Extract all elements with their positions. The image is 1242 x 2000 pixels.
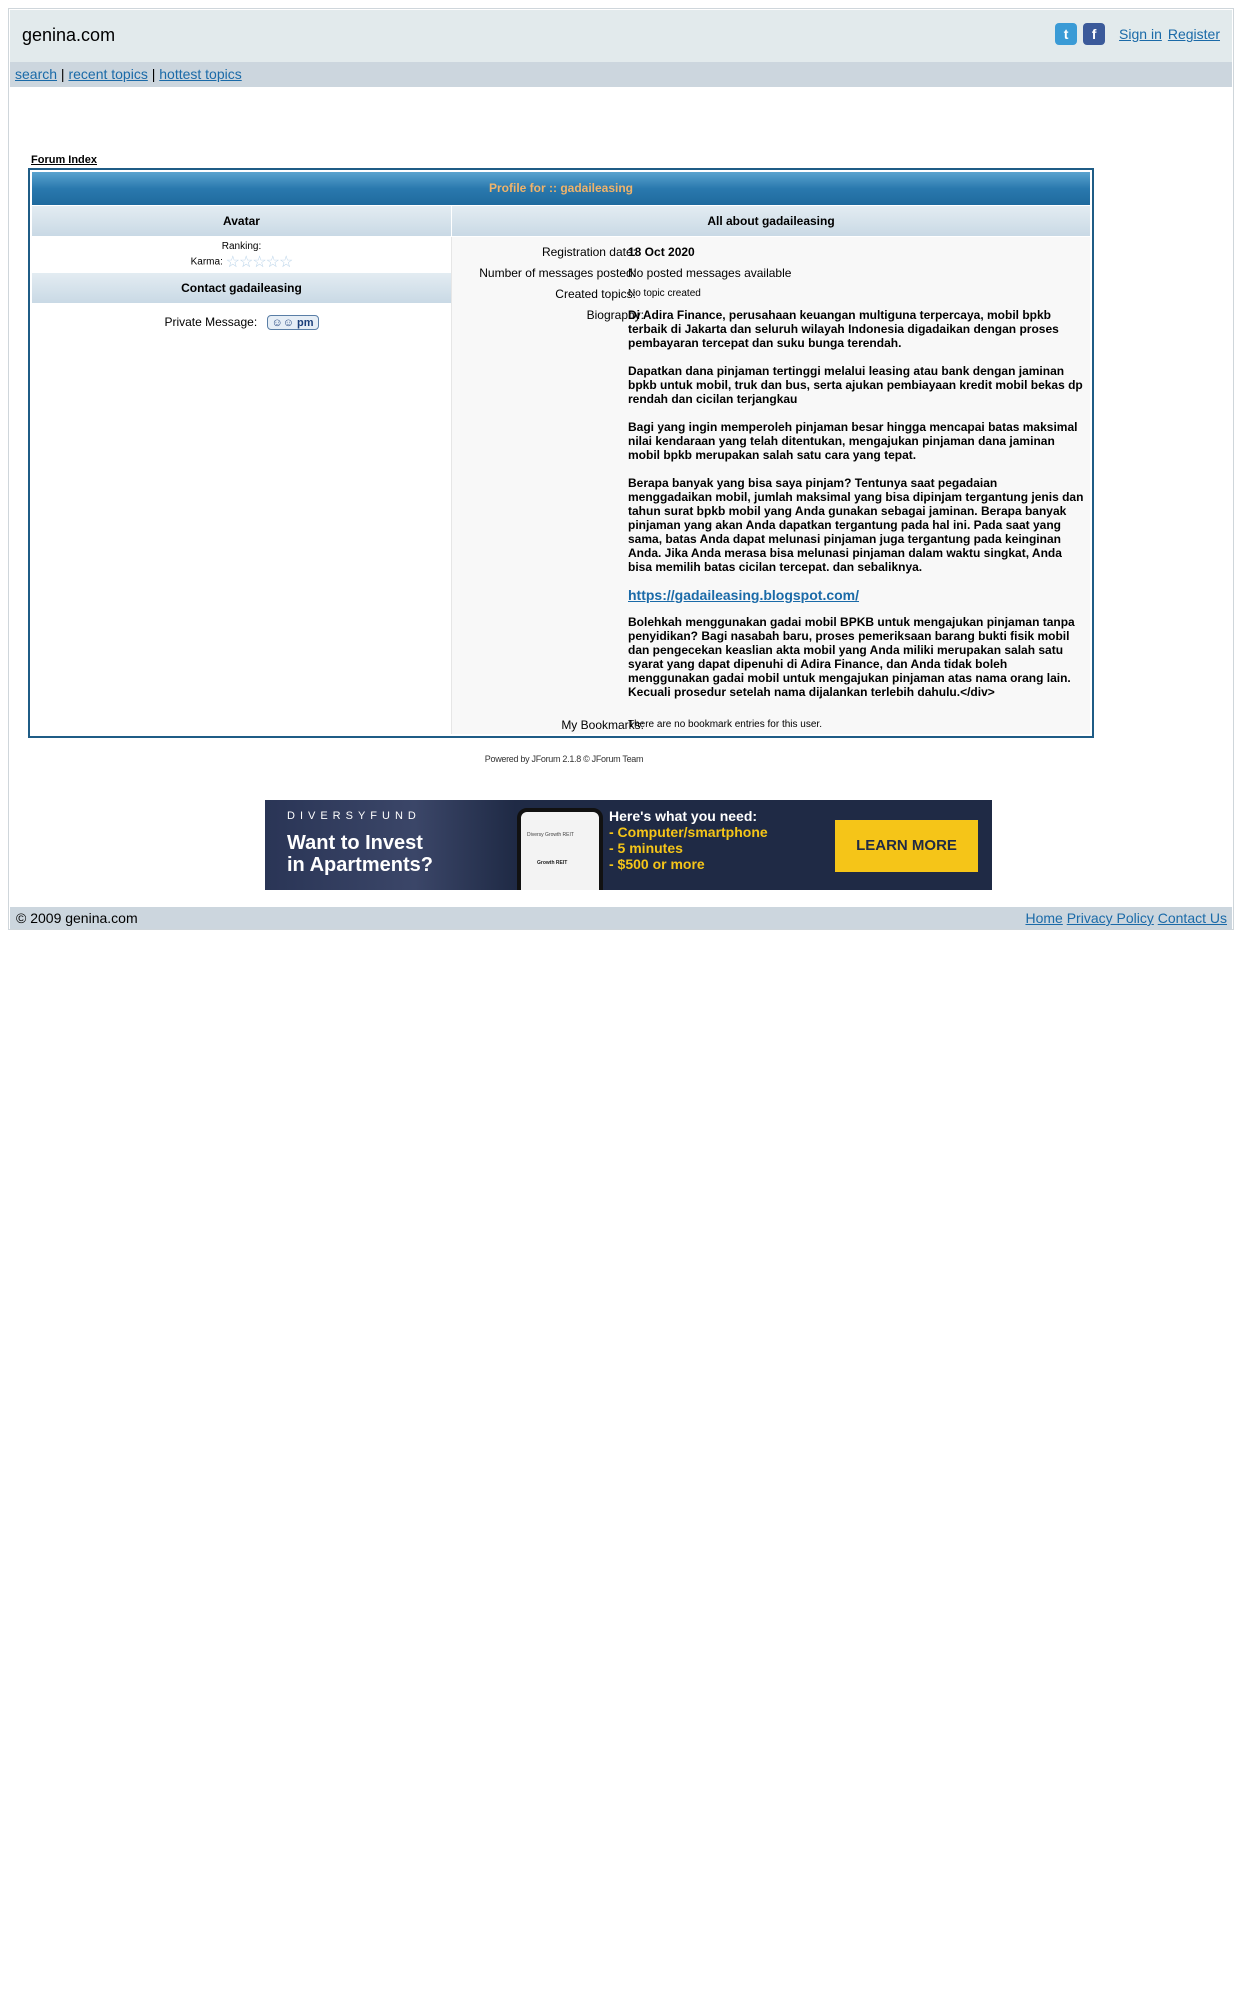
ad-need-title: Here's what you need: xyxy=(609,808,758,824)
nav-hottest-topics-link[interactable]: hottest topics xyxy=(159,66,242,82)
bio-paragraph: Bolehkah menggunakan gadai mobil BPKB untuk mengajukan pinjaman tanpa penyidikan? Bagi nasabah baru, proses pemeriksaan barang bukti fisik mobil dan pengecekan keaslian akta mobil yang Anda miliki merupakan salah satu syarat yang dapat dipenuhi di Adira Finance, dan Anda tidak boleh menggunakan gadai mobil untuk mengajukan pinjaman atas nama orang lain. Kecuali prosedur setelah nama dijalankan terlebih dahulu.</div> xyxy=(628,615,1075,699)
nav-recent-topics-link[interactable]: recent topics xyxy=(68,66,148,82)
nav-separator: | xyxy=(60,66,65,82)
sign-in-link[interactable]: Sign in xyxy=(1119,26,1162,42)
site-name: genina.com xyxy=(22,25,116,45)
header-actions xyxy=(1055,23,1220,45)
bookmarks-label: My Bookmarks: xyxy=(561,718,644,732)
ranking-label: Ranking: xyxy=(221,241,262,252)
karma-stars-icon[interactable]: ☆☆☆☆☆ xyxy=(225,254,293,271)
phone-text: Diversy Growth REIT xyxy=(527,832,574,838)
messages-label: Number of messages posted: xyxy=(479,266,636,280)
ad-headline-line: in Apartments? xyxy=(287,854,433,876)
site-footer xyxy=(10,907,1232,929)
copyright: © 2009 genina.com xyxy=(16,910,138,926)
footer-links xyxy=(1025,907,1227,929)
karma-row xyxy=(32,252,451,272)
contact-header: Contact gadaileasing xyxy=(32,273,451,303)
bio-paragraph: Bagi yang ingin memperoleh pinjaman besar hingga mencapai batas maksimal nilai kendaraan yang telah ditentukan, mengajukan pinjaman dana jaminan mobil bpkb merupakan salah satu cara yang tepat. xyxy=(628,420,1078,462)
ad-need-item: - Computer/smartphone xyxy=(609,824,768,840)
nav-search-link[interactable]: search xyxy=(15,66,58,82)
topics-label: Created topics: xyxy=(555,287,636,301)
bio-link[interactable]: https://gadaileasing.blogspot.com/ xyxy=(628,587,860,603)
bio-paragraph: Berapa banyak yang bisa saya pinjam? Tentunya saat pegadaian menggadaikan mobil, jumlah maksimal yang bisa dipinjam tergantung jenis dan tahun surat bpkb mobil yang Anda gunakan sebagai jaminan. Berapa banyak pinjaman yang akan Anda dapatkan tergantung pada hal ini. Pada saat yang sama, batas Anda dapat melunasi pinjaman juga tergantung pada keinginan Anda. Jika Anda merasa bisa melunasi pinjaman dalam waktu singkat, Anda bisa memilih batas cicilan tercepat. dan sebaliknya. xyxy=(628,476,1084,574)
biography-label: Biography: xyxy=(586,308,644,322)
topics-value: No topic created xyxy=(628,288,701,299)
avatar-column xyxy=(32,237,452,734)
about-header: All about gadaileasing xyxy=(452,206,1090,236)
ranking-row xyxy=(32,241,451,252)
ad-banner[interactable] xyxy=(265,800,992,890)
bookmarks-value: There are no bookmark entries for this user. xyxy=(628,719,822,730)
bio-paragraph: Dapatkan dana pinjaman tertinggi melalui leasing atau bank dengan jaminan bpkb untuk mobil, truk dan bus, serta ajukan pembiayaan kredit mobil bekas dp rendah dan cicilan terjangkau xyxy=(628,364,1083,406)
footer-contact-link[interactable]: Contact Us xyxy=(1157,910,1227,926)
powered-by: Powered by JForum 2.1.8 © JForum Team xyxy=(484,754,644,764)
pm-label: Private Message: xyxy=(164,315,258,329)
pm-button-label: pm xyxy=(297,317,314,330)
nav-separator: | xyxy=(151,66,156,82)
footer-privacy-link[interactable]: Privacy Policy xyxy=(1066,910,1154,926)
about-column xyxy=(452,237,1090,734)
private-message-row xyxy=(32,315,451,330)
register-link[interactable]: Register xyxy=(1167,26,1220,42)
page-frame xyxy=(8,8,1234,930)
forum-index-link[interactable]: Forum Index xyxy=(31,154,98,166)
footer-home-link[interactable]: Home xyxy=(1025,910,1063,926)
bio-paragraph: Di Adira Finance, perusahaan keuangan multiguna terpercaya, mobil bpkb terbaik di Jakarta dan seluruh wilayah Indonesia digadaikan dengan proses pembayaran tercepat dan suku bunga terendah. xyxy=(628,308,1059,350)
twitter-icon[interactable]: t xyxy=(1055,23,1077,45)
ad-headline-line: Want to Invest xyxy=(287,832,423,854)
registration-label: Registration date: xyxy=(541,245,636,259)
ad-need-item: - 5 minutes xyxy=(609,840,683,856)
avatar-header: Avatar xyxy=(32,206,451,236)
nav-bar xyxy=(10,62,1232,87)
users-icon: ☺☺ xyxy=(271,317,294,330)
messages-value: No posted messages available xyxy=(628,266,792,280)
karma-label: Karma: xyxy=(190,256,223,268)
learn-more-button[interactable]: LEARN MORE xyxy=(835,820,978,872)
phone-image xyxy=(517,808,603,890)
ad-need-item: - $500 or more xyxy=(609,856,705,872)
biography-text xyxy=(628,308,1084,713)
profile-title: Profile for :: gadaileasing xyxy=(32,172,1090,205)
breadcrumb xyxy=(31,154,97,166)
profile-table xyxy=(28,168,1094,738)
ad-headline xyxy=(287,832,433,876)
pm-button[interactable] xyxy=(267,315,319,330)
facebook-icon[interactable]: f xyxy=(1083,23,1105,45)
phone-text: Growth REIT xyxy=(537,860,568,866)
ad-requirements xyxy=(609,808,768,872)
site-header xyxy=(10,10,1232,62)
registration-value: 18 Oct 2020 xyxy=(628,245,695,259)
ad-brand: DIVERSYFUND xyxy=(287,810,421,822)
